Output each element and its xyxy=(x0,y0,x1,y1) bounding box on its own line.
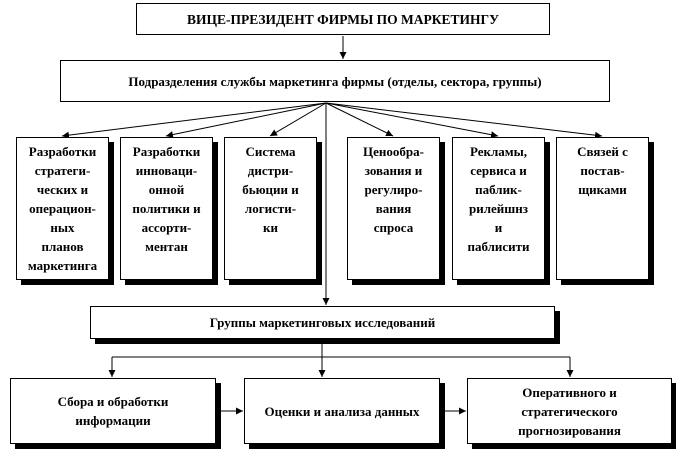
subdivision-advertising-pr xyxy=(452,137,545,280)
subdivision-label: Разработки стратеги- ческих и операцион- ных планов маркетинга xyxy=(27,144,98,273)
subdivision-label: Рекламы, сервиса и паблик- рилейшнз и паблисити xyxy=(467,144,530,254)
arrow-to-subdivision-5 xyxy=(326,103,498,136)
research-group-forecasting xyxy=(467,378,672,444)
subdivision-label: Связей с постав- щиками xyxy=(577,144,628,197)
subdivision-label: Система дистри- бьюции и логисти- ки xyxy=(242,144,299,235)
subdivisions-box xyxy=(60,60,610,102)
research-group-label: Сбора и обработки информации xyxy=(57,394,169,428)
arrow-to-subdivision-6 xyxy=(326,103,602,136)
research-group-label: Оценки и анализа данных xyxy=(264,403,420,419)
subdivision-strategic-plans xyxy=(16,137,109,280)
subdivision-distribution-logistics xyxy=(224,137,317,280)
subdivision-supplier-relations xyxy=(556,137,649,280)
arrow-to-subdivision-1 xyxy=(62,103,326,136)
subdivision-innovation-policy xyxy=(120,137,213,280)
arrow-to-subdivision-4 xyxy=(326,103,393,136)
subdivision-label: Разработки инноваци- онной политики и ассорти- ментан xyxy=(132,144,201,254)
subdivision-label: Ценообра- зования и регулиро- вания спроса xyxy=(363,144,424,235)
research-groups-label: Группы маркетинговых исследований xyxy=(209,315,436,330)
research-groups-box xyxy=(90,306,555,339)
research-group-analysis xyxy=(244,378,440,444)
subdivisions-label: Подразделения службы маркетинга фирмы (отделы, сектора, группы) xyxy=(128,73,542,89)
vice-president-box xyxy=(136,3,550,35)
subdivision-pricing xyxy=(347,137,440,280)
research-group-collection xyxy=(10,378,216,444)
arrow-to-subdivision-3 xyxy=(270,103,326,136)
research-group-label: Оперативного и стратегического прогнозирования xyxy=(518,384,621,438)
vice-president-label: ВИЦЕ-ПРЕЗИДЕНТ ФИРМЫ ПО МАРКЕТИНГУ xyxy=(186,11,500,27)
